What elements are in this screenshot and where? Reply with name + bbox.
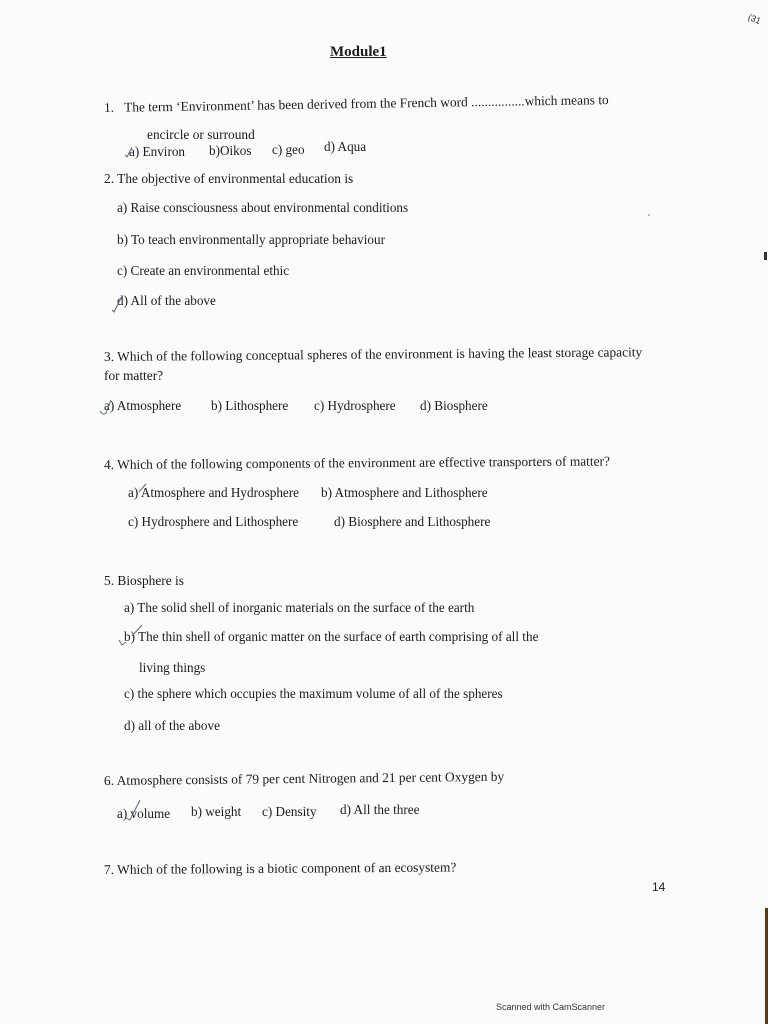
question-2-option-d: d) All of the above <box>117 293 216 308</box>
scanner-footer: Scanned with CamScanner <box>496 1002 606 1012</box>
q2-tick-mark <box>110 294 124 314</box>
scan-edge-mark <box>764 252 767 260</box>
question-6-option-c: c) Density <box>262 804 317 819</box>
question-1-text-cont: encircle or surround <box>147 127 255 142</box>
question-6-option-a: a) volume <box>117 806 171 821</box>
question-6-option-d: d) All the three <box>340 802 420 817</box>
question-1-text: 1. The term ‘Environment’ has been derived from the French word ................which means to <box>103 92 609 115</box>
question-4-option-b: b) Atmosphere and Lithosphere <box>321 485 488 500</box>
scan-speck <box>648 214 650 216</box>
question-6-option-b: b) weight <box>191 804 242 819</box>
question-5-option-b-cont: living things <box>139 660 206 675</box>
question-1-option-a: a) Environ <box>129 144 186 159</box>
question-1-option-c: c) geo <box>272 142 305 157</box>
question-1-option-d: d) Aqua <box>324 139 367 154</box>
question-3-option-c: c) Hydrosphere <box>314 398 396 413</box>
page-title: Module1 <box>330 44 387 60</box>
question-3-option-d: d) Biosphere <box>420 398 488 413</box>
question-3-option-a: a) Atmosphere <box>104 398 182 413</box>
question-4-option-c: c) Hydrosphere and Lithosphere <box>128 514 299 529</box>
question-5-option-b: b) The thin shell of organic matter on the surface of earth comprising of all the <box>124 629 539 644</box>
question-4-text: 4. Which of the following components of the environment are effective transporters of matter? <box>103 453 610 472</box>
question-5-option-a: a) The solid shell of inorganic materials on the surface of the earth <box>124 600 475 615</box>
question-2-option-b: b) To teach environmentally appropriate behaviour <box>117 232 385 247</box>
corner-mark: (31 <box>746 11 763 27</box>
question-3-text: 3. Which of the following conceptual spheres of the environment is having the least storage capacity <box>103 344 643 364</box>
q6-tick-mark <box>124 798 144 822</box>
question-5-option-d: d) all of the above <box>124 718 220 733</box>
question-3-text-cont: for matter? <box>104 368 164 383</box>
page-number: 14 <box>652 880 666 894</box>
question-2-option-a: a) Raise consciousness about environmental conditions <box>117 200 409 215</box>
question-4-option-d: d) Biosphere and Lithosphere <box>334 514 491 529</box>
q1-tick-mark <box>124 146 134 158</box>
q5-tick-mark <box>118 624 144 648</box>
question-1-option-b: b)Oikos <box>209 143 252 158</box>
question-3-option-b: b) Lithosphere <box>211 398 289 413</box>
question-7-text: 7. Which of the following is a biotic component of an ecosystem? <box>103 859 457 877</box>
question-2-option-c: c) Create an environmental ethic <box>117 263 290 278</box>
question-5-option-c: c) the sphere which occupies the maximum volume of all of the spheres <box>124 686 503 701</box>
question-4-option-a: a) Atmosphere and Hydrosphere <box>128 485 300 500</box>
question-6-text: 6. Atmosphere consists of 79 per cent Nitrogen and 21 per cent Oxygen by <box>103 768 505 788</box>
q3-tick-mark <box>99 398 113 418</box>
question-5-text: 5. Biosphere is <box>104 573 184 588</box>
question-2-text: 2. The objective of environmental education is <box>104 171 354 186</box>
q4-tick-mark <box>138 483 148 493</box>
